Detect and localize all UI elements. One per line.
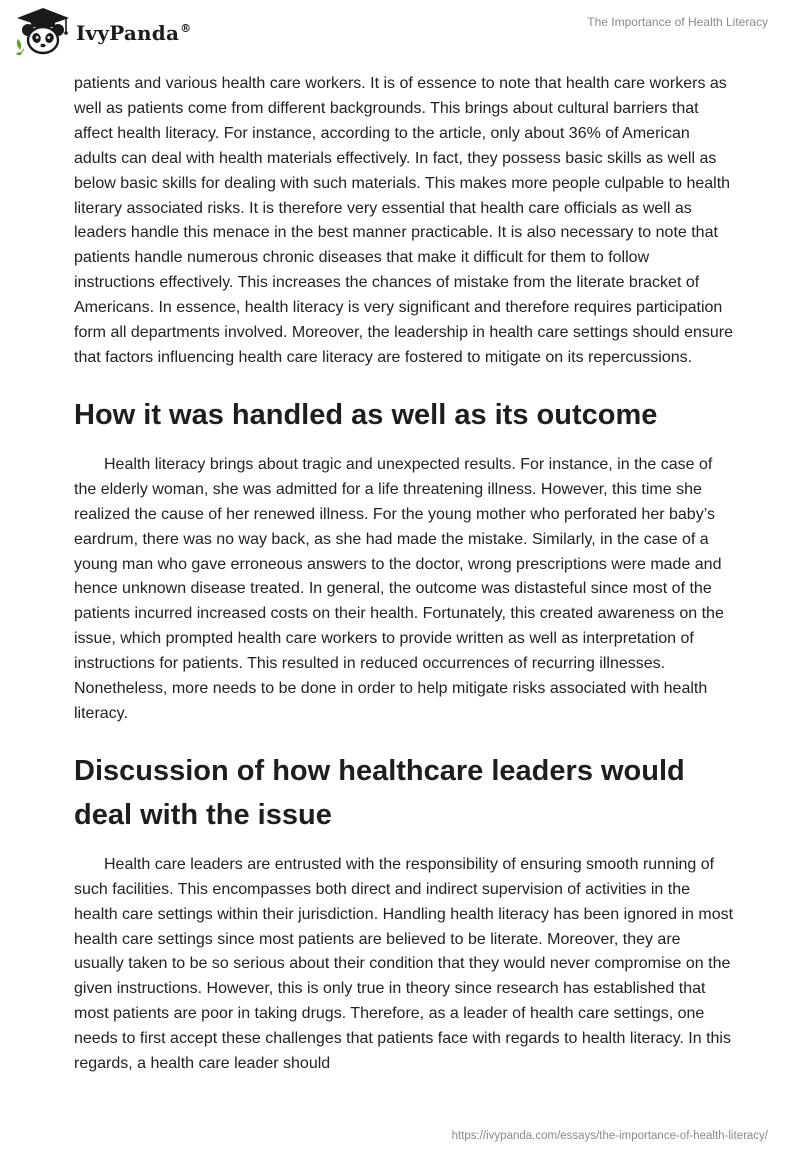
outcome-paragraph: Health literacy brings about tragic and unexpected results. For instance, in the case of the elderly woman, she was admitted for a life threatening illness. However, this time she realized the cause of her renewed illness. For the young mother who perforated her baby’s eardrum, there was no way back, as she had made the mistake. Similarly, in the case of a young man who gave erroneous answers to the doctor, wrong prescriptions were made and hence unknown disease treated. In general, the outcome was distasteful since most of the patients incurred increased costs on their health. Fortunately, this created awareness on the issue, which prompted health care workers to provide written as well as interpretation of instructions for patients. This resulted in reduced occurrences of recurring illnesses. Nonetheless, more needs to be done in order to help mitigate risks associated with health literacy. (74, 455, 724, 722)
article-body (74, 72, 734, 1077)
section-heading-leaders: Discussion of how healthcare leaders would deal with the issue (74, 754, 685, 831)
registered-mark: ® (180, 22, 192, 36)
leaders-paragraph: Health care leaders are entrusted with the responsibility of ensuring smooth running of such facilities. This encompasses both direct and indirect supervision of activities in the health care settings within their jurisdiction. Handling health literacy has been ignored in most health care settings since most patients are believed to be literate. Moreover, they are usually taken to be so serious about their condition that they would never compromise on the given instructions. However, this is only true in theory since research has established that most patients are poor in taking drugs. Therefore, as a leader of health care settings, one needs to first accept these challenges that patients face with regards to health literacy. In this regards, a health care leader should (74, 855, 734, 1073)
panda-graduation-cap-icon (14, 6, 72, 58)
document-title: The Importance of Health Literacy (587, 15, 768, 29)
intro-paragraph: patients and various health care workers. It is of essence to note that health care workers as well as patients come from different backgrounds. This brings about cultural barriers that affect health literacy. For instance, according to the article, only about 36% of American adults can deal with health materials effectively. In fact, they possess basic skills as well as below basic skills for dealing with such materials. This makes more people culpable to health literary associated risks. It is therefore very essential that health care officials as well as leaders handle this menace in the best manner practicable. It is also necessary to note that patients handle numerous chronic diseases that make it difficult for them to follow instructions effectively. This increases the chances of mistake from the literate bracket of Americans. In essence, health literacy is very significant and therefore requires participation form all departments involved. Moreover, the leadership in health care settings should ensure that factors influencing health care literacy are fostered to mitigate on its repercussions. (74, 75, 734, 366)
source-url[interactable]: https://ivypanda.com/essays/the-importance-of-health-literacy/ (451, 1130, 768, 1142)
page-header (0, 0, 800, 64)
brand-name: IvyPanda® (76, 21, 192, 45)
section-heading-outcome: How it was handled as well as its outcome (74, 398, 658, 431)
ivypanda-logo[interactable] (14, 6, 191, 58)
